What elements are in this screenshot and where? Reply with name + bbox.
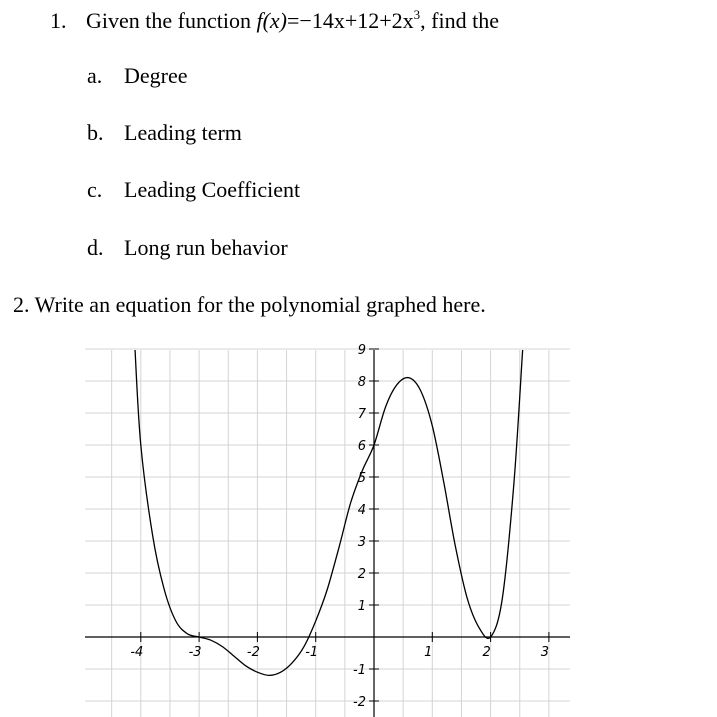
y-tick-label: 6: [357, 439, 366, 454]
y-tick-label: -1: [353, 663, 366, 678]
y-tick-label: 2: [357, 567, 366, 582]
question-2: 2. Write an equation for the polynomial graphed here.: [13, 292, 486, 317]
question-1-prompt-suffix: , find the: [420, 8, 499, 33]
part-a-text: Degree: [124, 63, 188, 88]
part-d-letter: d.: [87, 235, 104, 260]
part-b-text: Leading term: [124, 120, 242, 145]
y-tick-label: 5: [357, 471, 366, 486]
x-tick-label: -2: [246, 645, 260, 660]
y-tick-label: -2: [353, 695, 366, 710]
function-exponent: 3: [413, 7, 421, 22]
x-tick-label: -4: [130, 645, 144, 660]
y-tick-label: 1: [357, 599, 366, 614]
y-tick-label: 9: [357, 343, 366, 358]
y-tick-label: 4: [357, 503, 366, 518]
part-b-letter: b.: [87, 120, 104, 145]
y-tick-label: 7: [357, 407, 366, 422]
y-tick-label: 8: [357, 375, 366, 390]
polynomial-curve: [135, 349, 523, 675]
y-tick-label: 3: [357, 535, 366, 550]
question-1-prompt-prefix: Given the function: [86, 8, 251, 33]
x-tick-label: 1: [424, 645, 433, 660]
function-rhs: =−14x+12+2x: [287, 8, 414, 33]
part-a-letter: a.: [87, 63, 103, 88]
part-c-letter: c.: [87, 177, 103, 202]
x-tick-label: -3: [188, 645, 202, 660]
question-1-number: 1.: [50, 8, 67, 33]
x-tick-label: 3: [540, 645, 550, 660]
part-d-text: Long run behavior: [124, 235, 288, 260]
function-lhs: f(x): [256, 8, 287, 33]
x-tick-label: -1: [305, 645, 319, 660]
part-c-text: Leading Coefficient: [124, 177, 301, 202]
x-tick-label: 2: [482, 645, 491, 660]
